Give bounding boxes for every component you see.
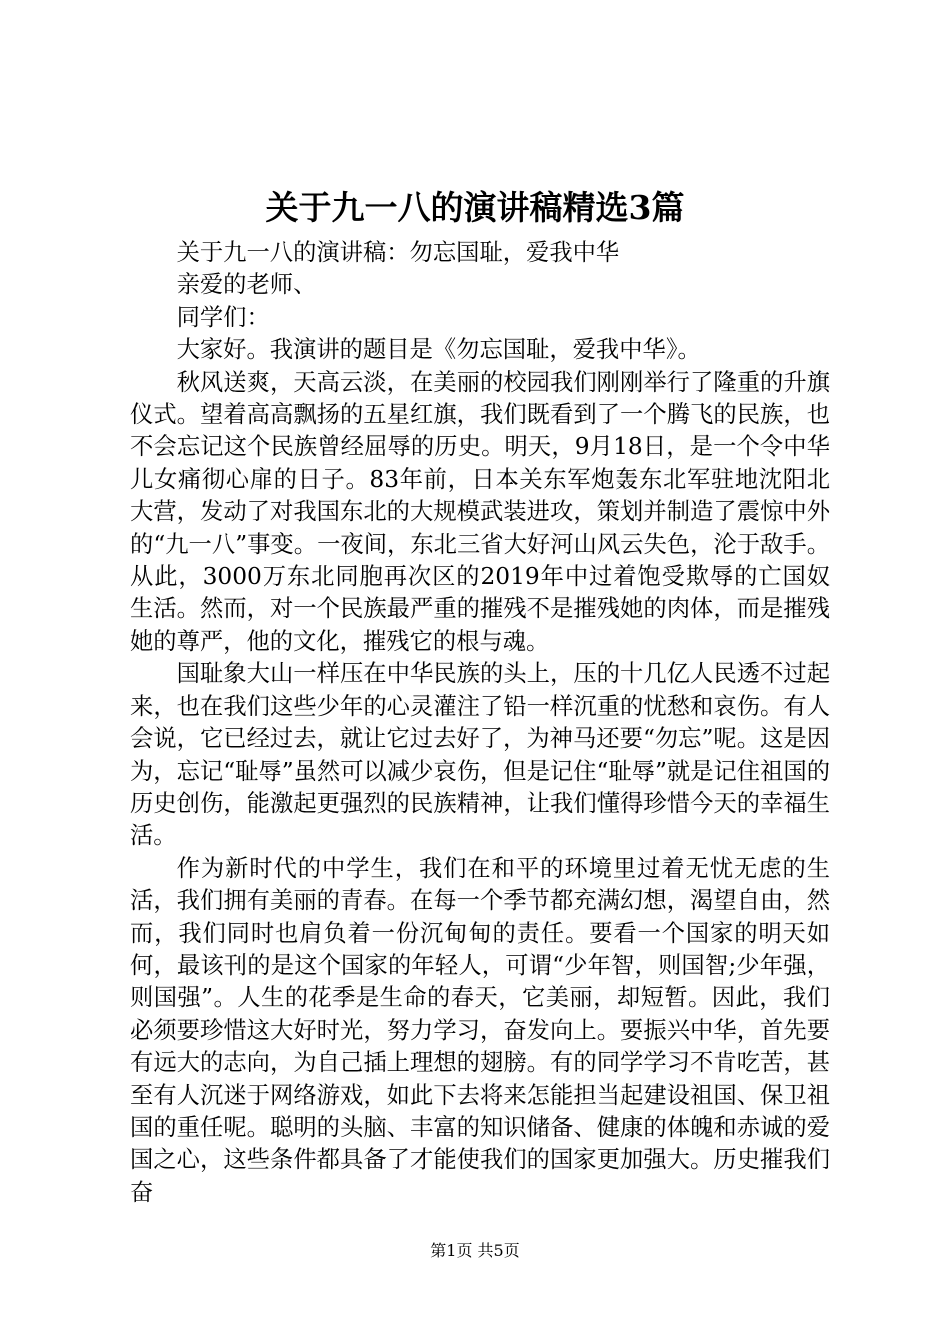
paragraph-salutation-teachers: 亲爱的老师、 bbox=[176, 271, 317, 299]
document-body bbox=[130, 237, 830, 1209]
document-title: 关于九一八的演讲稿精选3篇 bbox=[265, 188, 685, 227]
paragraph-body: 国耻象大山一样压在中华民族的头上，压的十几亿人民透不过起来，也在我们这些少年的心灵灌注了铅一样沉重的忧愁和哀伤。有人会说，它已经过去，就让它过去好了，为神马还要“勿忘”呢。这是因为，忘记“耻辱”虽然可以减少哀伤，但是记住“耻辱”就是记住祖国的历史创伤，能激起更强烈的民族精神，让我们懂得珍惜今天的幸福生活。 bbox=[130, 660, 830, 850]
paragraph-salutation-students: 同学们： bbox=[176, 303, 270, 331]
page-footer: 第1页 共5页 bbox=[430, 1241, 520, 1260]
paragraph-greeting: 大家好。我演讲的题目是《勿忘国耻，爱我中华》。 bbox=[176, 336, 701, 364]
paragraph-body: 作为新时代的中学生，我们在和平的环境里过着无忧无虑的生活，我们拥有美丽的青春。在每一个季节都充满幻想，渴望自由，然而，我们同时也肩负着一份沉甸甸的责任。要看一个国家的明天如何，最该刊的是这个国家的年轻人，可谓“少年智，则国智;少年强，则国强”。人生的花季是生命的春天，它美丽，却短暂。因此，我们必须要珍惜这大好时光，努力学习，奋发向上。要振兴中华，首先要有远大的志向，为自己插上理想的翅膀。有的同学学习不肯吃苦，甚至有人沉迷于网络游戏，如此下去将来怎能担当起建设祖国、保卫祖国的重任呢。聪明的头脑、丰富的知识储备、健康的体魄和赤诚的爱国之心，这些条件都具备了才能使我们的国家更加强大。历史摧我们奋 bbox=[130, 854, 830, 1206]
paragraph-body: 秋风送爽，天高云淡，在美丽的校园我们刚刚举行了隆重的升旗仪式。望着高高飘扬的五星红旗，我们既看到了一个腾飞的民族，也不会忘记这个民族曾经屈辱的历史。明天，9月18日，是一个令中华儿女痛彻心扉的日子。83年前，日本关东军炮轰东北军驻地沈阳北大营，发动了对我国东北的大规模武装进攻，策划并制造了震惊中外的“九一八”事变。一夜间，东北三省大好河山风云失色，沦于敌手。从此，3000万东北同胞再次区的2019年中过着饱受欺辱的亡国奴生活。然而，对一个民族最严重的摧残不是摧残她的肉体，而是摧残她的尊严，他的文化，摧残它的根与魂。 bbox=[130, 368, 830, 655]
paragraph-speech-heading: 关于九一八的演讲稿：勿忘国耻，爱我中华 bbox=[176, 239, 620, 266]
